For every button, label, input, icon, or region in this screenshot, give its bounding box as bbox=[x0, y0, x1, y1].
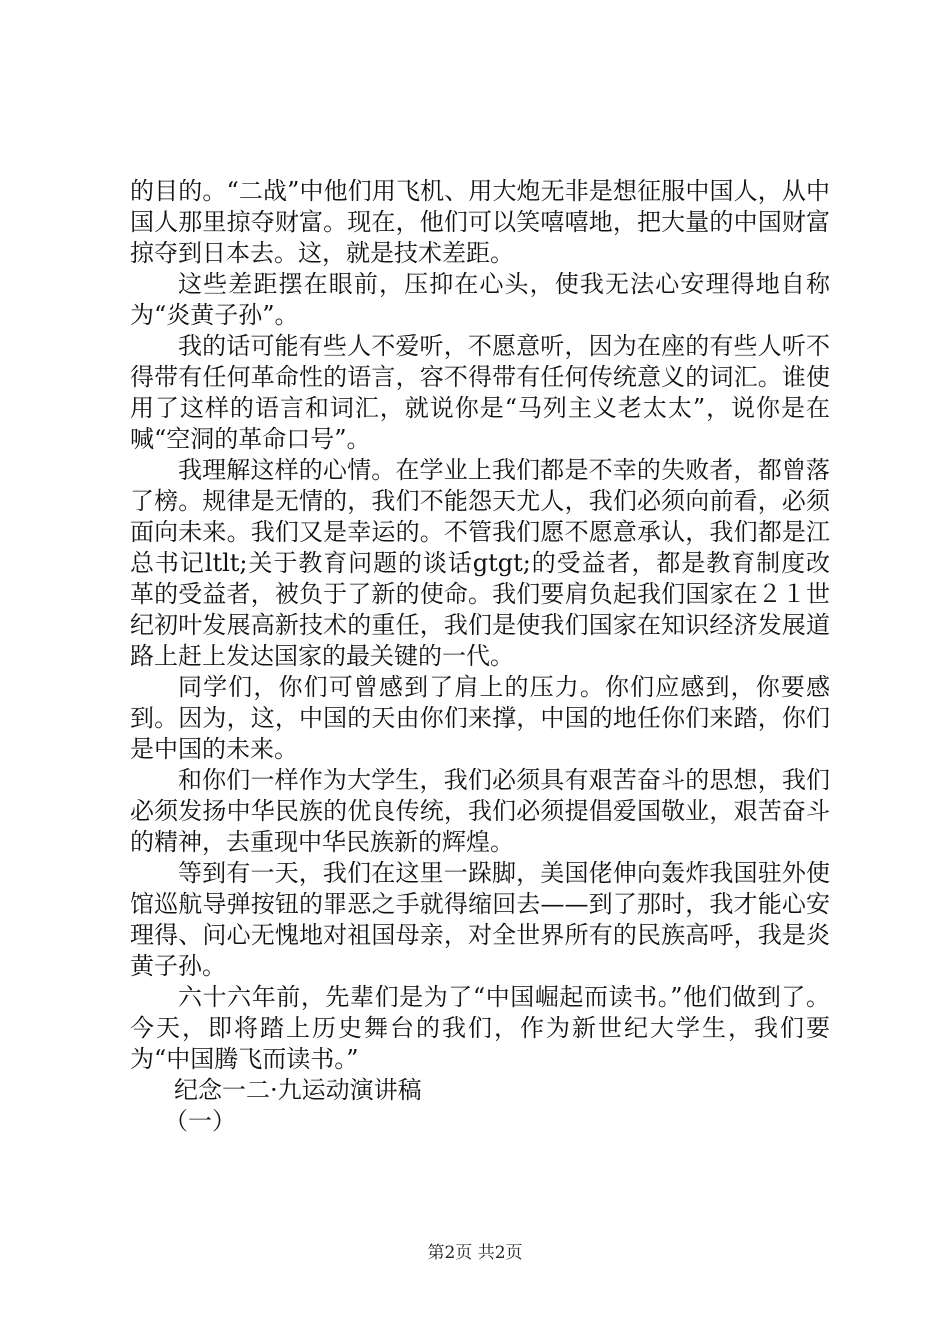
paragraph-3: 我的话可能有些人不爱听，不愿意听，因为在座的有些人听不得带有任何革命性的语言，容不得带有任何传统意义的词汇。谁使用了这样的语言和词汇，就说你是“马列主义老太太”，说你是在喊“空洞的革命口号”。 bbox=[130, 332, 830, 453]
paragraph-6: 和你们一样作为大学生，我们必须具有艰苦奋斗的思想，我们必须发扬中华民族的优良传统，我们必须提倡爱国敬业，艰苦奋斗的精神，去重现中华民族新的辉煌。 bbox=[130, 766, 830, 856]
page-number-footer: 第2页 共2页 bbox=[427, 1243, 523, 1263]
section-heading: 纪念一二·九运动演讲稿 bbox=[174, 1076, 422, 1104]
section-subheading: （一） bbox=[164, 1107, 236, 1135]
paragraph-7: 等到有一天，我们在这里一跺脚，美国佬伸向轰炸我国驻外使馆巡航导弹按钮的罪恶之手就得缩回去——到了那时，我才能心安理得、问心无愧地对祖国母亲，对全世界所有的民族高呼，我是炎黄子孙。 bbox=[130, 859, 830, 980]
document-body bbox=[130, 176, 830, 1137]
paragraph-1: 的目的。“二战”中他们用飞机、用大炮无非是想征服中国人，从中国人那里掠夺财富。现在，他们可以笑嘻嘻地，把大量的中国财富掠夺到日本去。这，就是技术差距。 bbox=[130, 177, 830, 267]
paragraph-8: 六十六年前，先辈们是为了“中国崛起而读书。”他们做到了。今天，即将踏上历史舞台的我们，作为新世纪大学生，我们要为“中国腾飞而读书。” bbox=[130, 983, 830, 1073]
paragraph-4: 我理解这样的心情。在学业上我们都是不幸的失败者，都曾落了榜。规律是无情的，我们不能怨天尤人，我们必须向前看，必须面向未来。我们又是幸运的。不管我们愿不愿意承认，我们都是江总书记ltlt;关于教育问题的谈话gtgt;的受益者，都是教育制度改革的受益者，被负于了新的使命。我们要肩负起我们国家在２１世纪初叶发展高新技术的重任，我们是使我们国家在知识经济发展道路上赶上发达国家的最关键的一代。 bbox=[130, 456, 830, 670]
paragraph-5: 同学们，你们可曾感到了肩上的压力。你们应感到，你要感到。因为，这，中国的天由你们来撑，中国的地任你们来踏，你们是中国的未来。 bbox=[130, 673, 830, 763]
paragraph-2: 这些差距摆在眼前，压抑在心头，使我无法心安理得地自称为“炎黄子孙”。 bbox=[130, 270, 830, 329]
